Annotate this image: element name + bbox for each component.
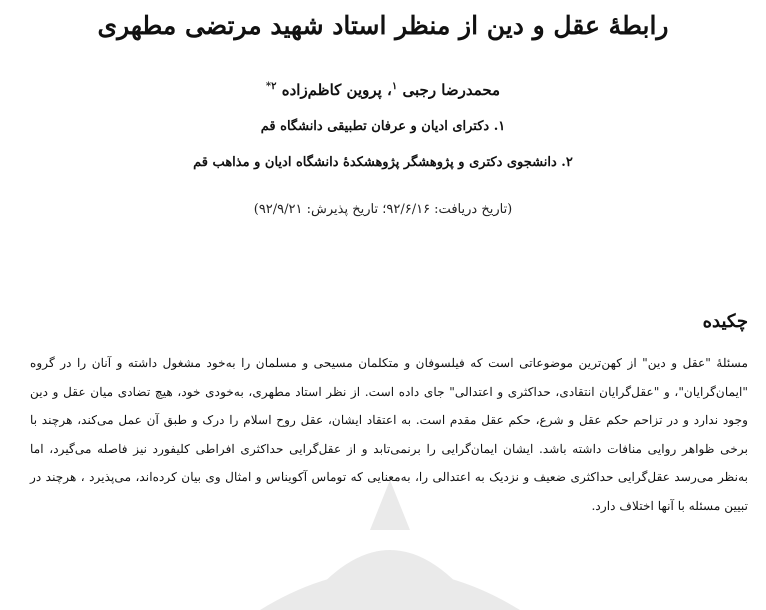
author-1-name: محمدرضا رجبی — [402, 81, 501, 99]
paper-title: رابطهٔ عقل و دین از منظر استاد شهید مرتضی مطهری — [97, 11, 669, 40]
abstract-body: مسئلهٔ "عقل و دین" از کهن‌ترین موضوعاتی است که فیلسوفان و متکلمان مسیحی و مسلمان را به‌خود مشغول داشته و آنان را در گروه "ایمان‌گرایان"، و "عقل‌گرایان انتقادی، حداکثری و اعتدالی" جای داده است. از نظر استاد مطهری، به‌خودی خود، هیچ تضادی میان عقل و دین وجود ندارد و در تزاحم حکم عقل و شرع، حکم عقل مقدم است. به اعتقاد ایشان، عقل روح اسلام را درک و طبق آن عمل می‌کند، هرچند با برخی ظواهر روایی منافات داشته باشد. ایشان ایمان‌گرایی را برنمی‌تابد و از عقل‌گرایی حداکثری افراطی کلیفورد نیز فاصله می‌گیرد، اما به‌نظر می‌رسد عقل‌گرایی حداکثری ضعیف و نزدیک به اعتدالی را، به‌معنایی که توماس آکویناس و امثال وی بیان کرده‌اند، می‌پذیرد ، هرچند در تبیین مسئله با آنها اختلاف دارد. — [30, 356, 748, 513]
author-1-mark: ۱ — [391, 81, 398, 92]
author-2-name: پروین کاظم‌زاده — [281, 81, 382, 99]
author-line — [0, 76, 766, 101]
author-2-mark: ۲* — [265, 81, 277, 92]
received-accepted-dates: (تاریخ دریافت: ۹۲/۶/۱۶؛ تاریخ پذیرش: ۹۲/۹/۲۱) — [253, 202, 513, 217]
author-separator: ، — [381, 81, 392, 99]
affiliation-1: ۱. دکترای ادیان و عرفان تطبیقی دانشگاه قم — [260, 119, 506, 134]
affiliation-2: ۲. دانشجوی دکتری و پژوهشگر پژوهشکدهٔ دانشگاه ادیان و مذاهب قم — [193, 155, 573, 170]
abstract-heading: چکیده — [702, 311, 748, 332]
